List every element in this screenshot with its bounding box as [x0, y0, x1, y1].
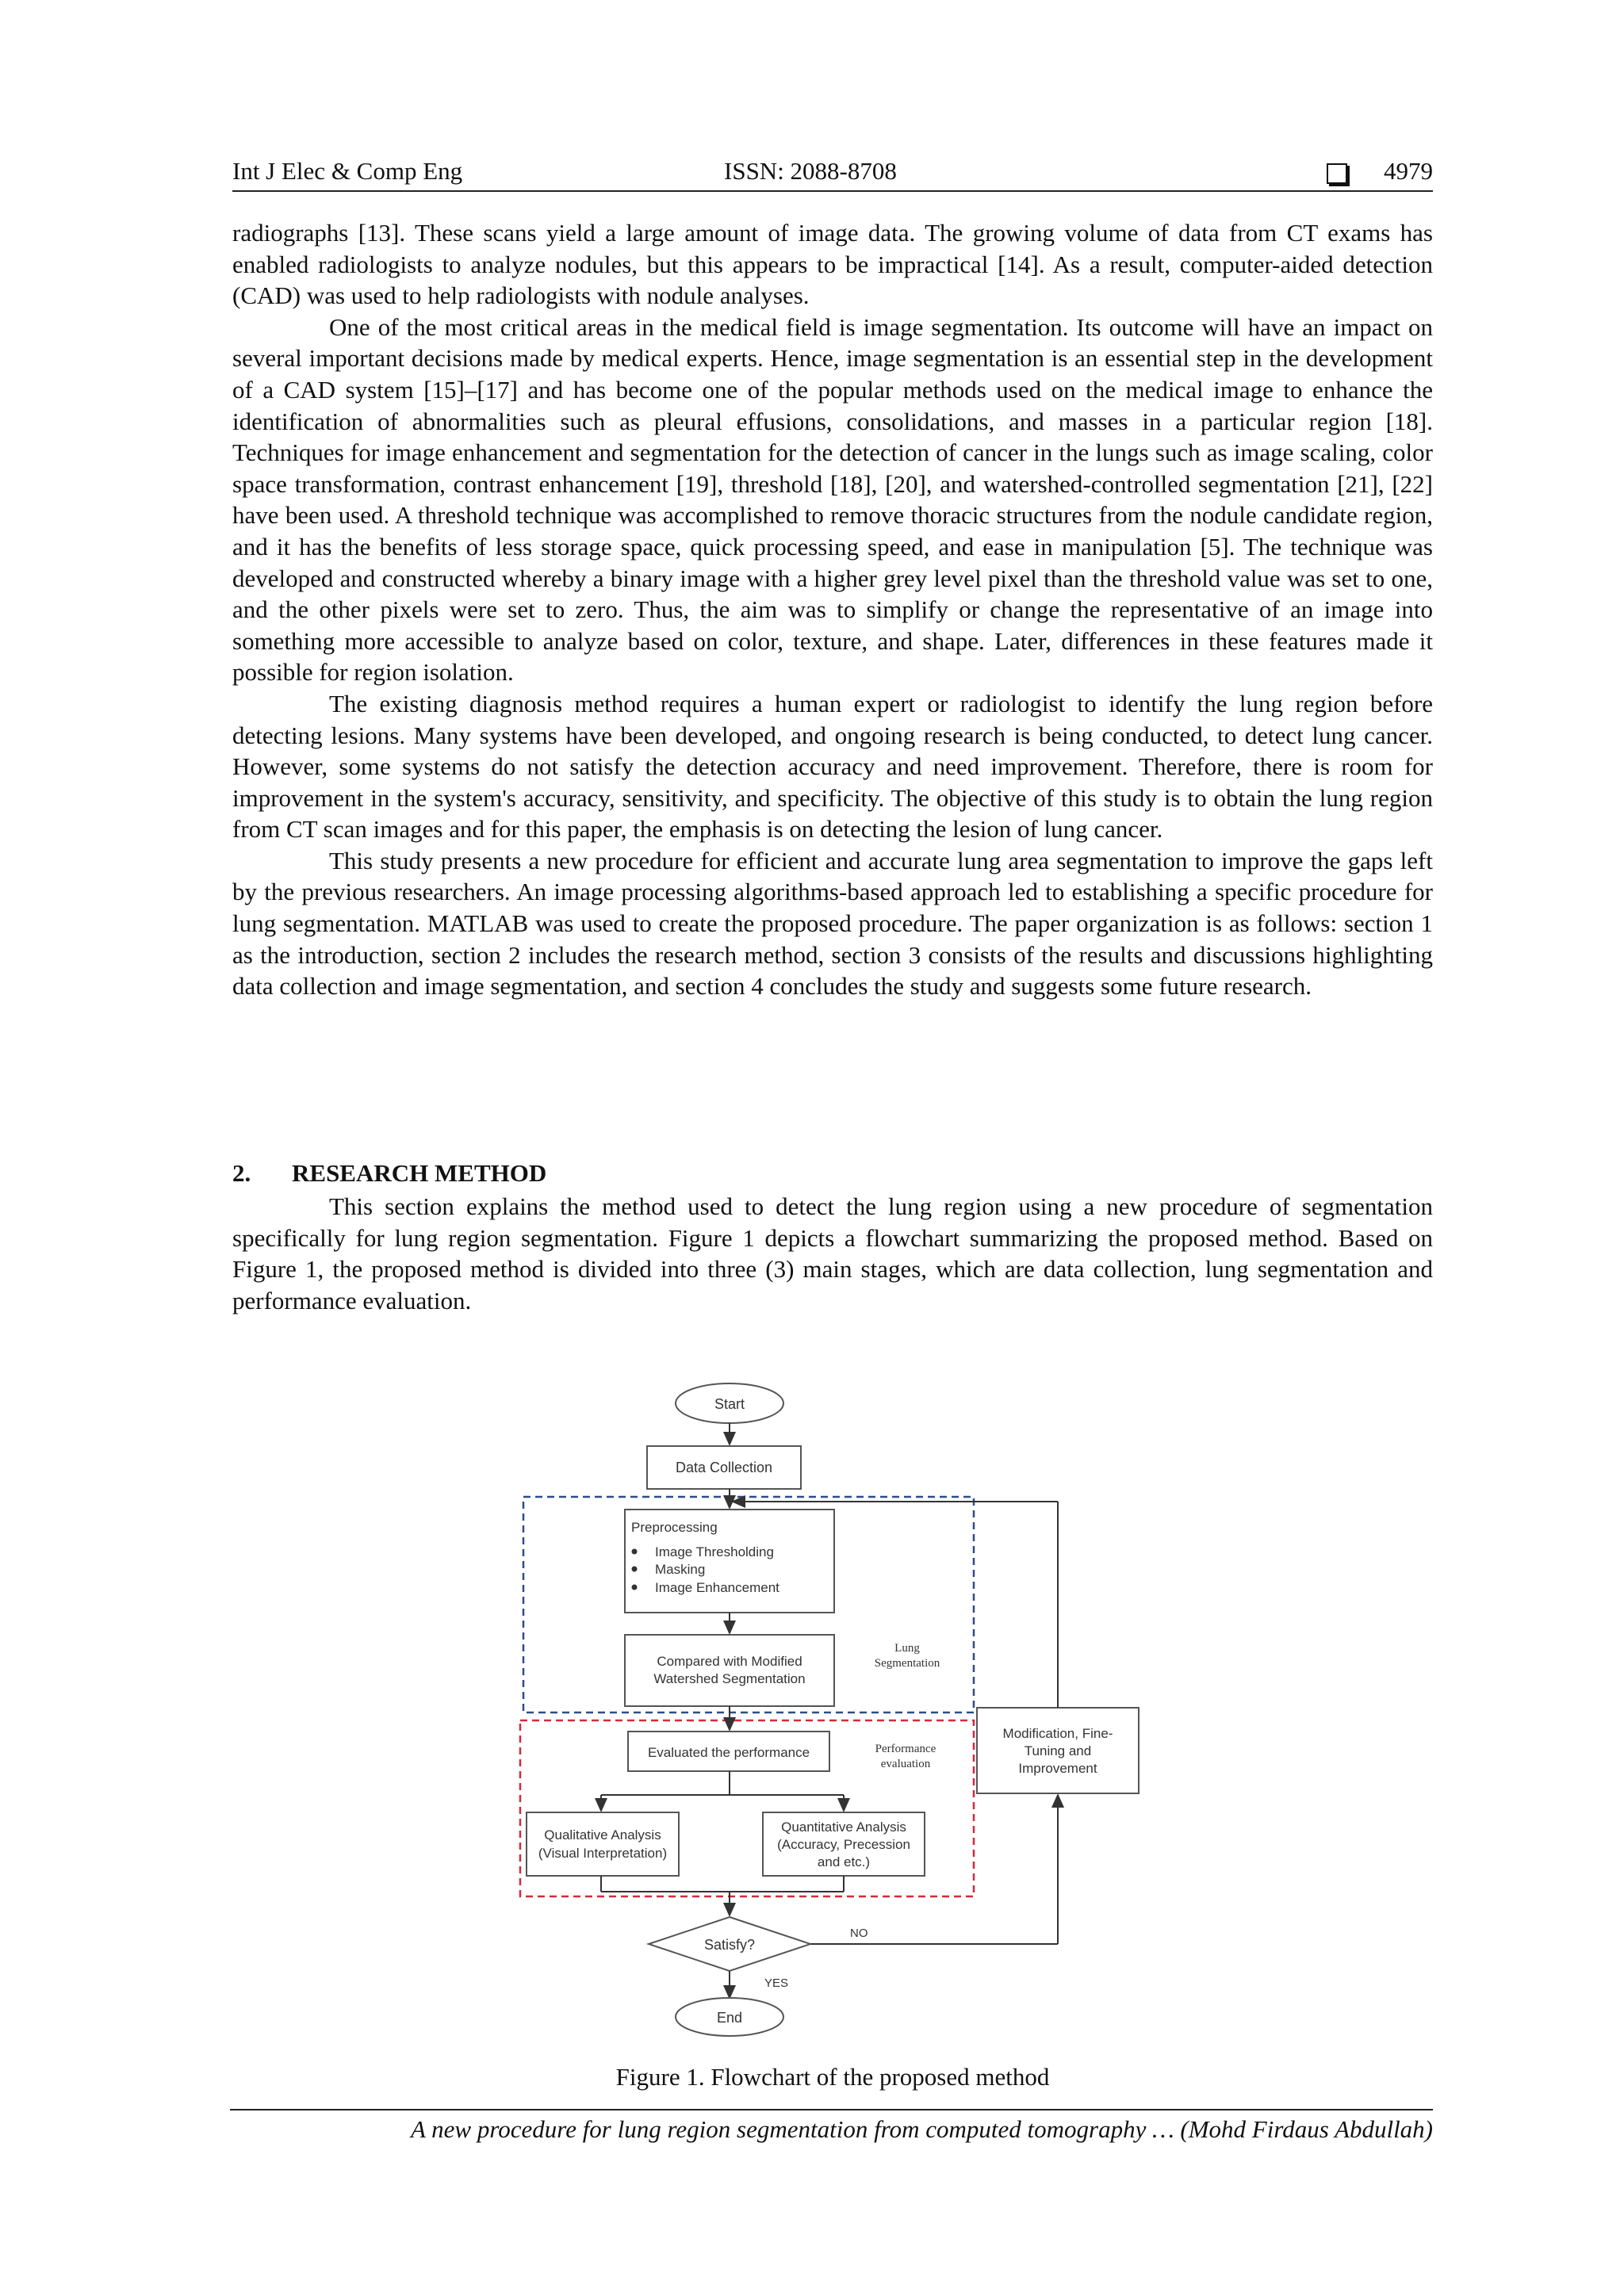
journal-name: Int J Elec & Comp Eng	[232, 157, 463, 185]
qualitative-label-line1: Qualitative Analysis	[544, 1827, 661, 1843]
section-heading	[232, 1159, 546, 1188]
lung-segmentation-label: Lung	[894, 1642, 920, 1655]
section-number: 2.	[232, 1159, 251, 1187]
bullet-icon	[632, 1549, 638, 1555]
preprocessing-item: Image Thresholding	[655, 1544, 774, 1559]
figure-caption: Figure 1. Flowchart of the proposed method	[615, 2063, 1050, 2091]
data-collection-label: Data Collection	[675, 1460, 773, 1475]
evaluate-label: Evaluated the performance	[647, 1745, 810, 1760]
qualitative-label-line2: (Visual Interpretation)	[538, 1846, 668, 1861]
square-bullet-icon	[1327, 163, 1347, 184]
qualitative-box	[527, 1812, 679, 1876]
page-number: 4979	[1384, 157, 1433, 185]
paragraph: This study presents a new procedure for efficient and accurate lung area segmentation to improve the gaps left by the previous researchers. An image processing algorithms-based approach led to establishing a specific procedure for lung segmentation. MATLAB was used to create the proposed procedure. The paper organization is as follows: section 1 as the introduction, section 2 includes the research method, section 3 consists of the results and discussions highlighting data collection and image segmentation, and section 4 concludes the study and suggests some future research.	[232, 846, 1433, 1001]
quantitative-label-line2: (Accuracy, Precession	[777, 1837, 910, 1852]
end-label: End	[716, 2010, 743, 2026]
modification-label-line3: Improvement	[1018, 1761, 1097, 1776]
performance-evaluation-label: evaluation	[880, 1758, 931, 1770]
flowchart	[508, 1372, 1158, 2038]
paragraph: radiographs [13]. These scans yield a large amount of image data. The growing volume of data from CT exams has enabled radiologists to analyze nodules, but this appears to be impractical [14]. As a result, computer-aided detection (CAD) was used to help radiologists with nodule analyses.	[232, 219, 1433, 310]
no-label: NO	[850, 1927, 868, 1940]
bullet-icon	[632, 1585, 638, 1590]
paragraph: This section explains the method used to detect the lung region using a new procedure of segmentation specifically for lung region segmentation. Figure 1 depicts a flowchart summarizing the proposed method. Based on Figure 1, the proposed method is divided into three (3) main stages, which are data collection, lung segmentation and performance evaluation.	[232, 1192, 1433, 1314]
performance-evaluation-label: Performance	[875, 1743, 936, 1755]
quantitative-label-line3: and etc.)	[817, 1854, 871, 1869]
bullet-icon	[632, 1567, 638, 1572]
body-text	[232, 217, 1433, 1002]
section-text	[232, 1191, 1433, 1316]
watershed-box	[625, 1635, 834, 1706]
issn: ISSN: 2088-8708	[724, 157, 897, 185]
quantitative-label-line1: Quantitative Analysis	[781, 1820, 906, 1835]
preprocessing-item: Masking	[655, 1562, 706, 1577]
preprocessing-title: Preprocessing	[631, 1520, 718, 1535]
preprocessing-item: Image Enhancement	[655, 1580, 779, 1595]
start-label: Start	[714, 1396, 745, 1412]
running-footer: A new procedure for lung region segmentation from computed tomography … (Mohd Firdaus Abdullah)	[230, 2109, 1433, 2144]
modification-label-line2: Tuning and	[1024, 1743, 1092, 1758]
modification-label-line1: Modification, Fine-	[1002, 1726, 1113, 1741]
watershed-label-line2: Watershed Segmentation	[653, 1671, 806, 1686]
yes-label: YES	[764, 1976, 789, 1990]
running-header	[232, 154, 1433, 192]
paragraph: One of the most critical areas in the medical field is image segmentation. Its outcome will have an impact on several important decisions made by medical experts. Hence, image segmentation is an essential step in the development of a CAD system [15]–[17] and has become one of the popular methods used on the medical image to enhance the identification of abnormalities such as pleural effusions, consolidations, and masses in a particular region [18]. Techniques for image enhancement and segmentation for the detection of cancer in the lungs such as image scaling, color space transformation, contrast enhancement [19], threshold [18], [20], and watershed-controlled segmentation [21], [22] have been used. A threshold technique was accomplished to remove thoracic structures from the nodule candidate region, and it has the benefits of less storage space, quick processing speed, and ease in manipulation [5]. The technique was developed and constructed whereby a binary image with a higher grey level pixel than the threshold value was set to one, and the other pixels were set to zero. Thus, the aim was to simplify or change the representative of an image into something more accessible to analyze based on color, texture, and shape. Later, differences in these features made it possible for region isolation.	[232, 312, 1433, 687]
paragraph: The existing diagnosis method requires a human expert or radiologist to identify the lung region before detecting lesions. Many systems have been developed, and ongoing research is being conducted, to detect lung cancer. However, some systems do not satisfy the detection accuracy and need improvement. Therefore, there is room for improvement in the system's accuracy, sensitivity, and specificity. The objective of this study is to obtain the lung region from CT scan images and for this paper, the emphasis is on detecting the lesion of lung cancer.	[232, 689, 1433, 844]
watershed-label-line1: Compared with Modified	[657, 1654, 802, 1669]
lung-segmentation-label: Segmentation	[874, 1657, 940, 1670]
section-title: RESEARCH METHOD	[292, 1159, 547, 1187]
satisfy-label: Satisfy?	[703, 1937, 756, 1953]
